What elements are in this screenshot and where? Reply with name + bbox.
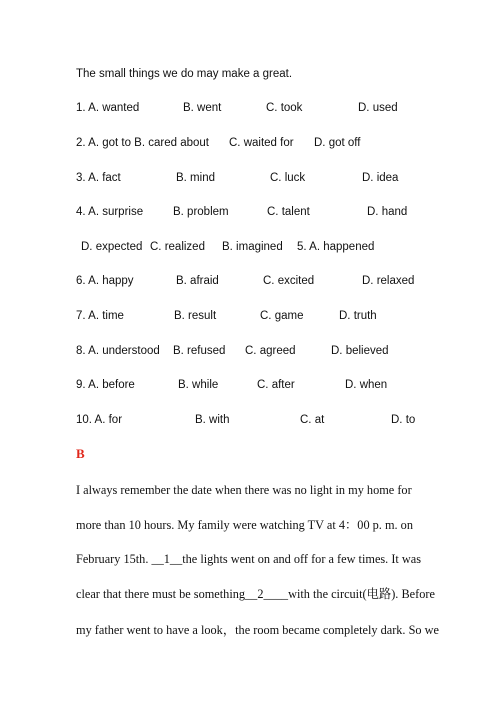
- question-row-7: [0, 306, 500, 326]
- intro-sentence: [0, 64, 500, 84]
- passage-line: clear that there must be something__2____with the circuit(电路). Before: [76, 587, 435, 601]
- section-b-heading: B: [76, 446, 85, 461]
- option-text: D. got off: [314, 137, 361, 149]
- option-text: D. to: [391, 414, 416, 426]
- passage-line: February 15th. __1__the lights went on and off for a few times. It was: [76, 552, 422, 566]
- passage-line: I always remember the date when there was no light in my home for: [76, 483, 412, 497]
- passage-line: my father went to have a look，the room became completely dark. So we: [76, 623, 439, 637]
- option-text: D. used: [358, 102, 398, 114]
- option-text: C. took: [266, 102, 303, 114]
- question-row-10: [0, 410, 500, 430]
- option-text: B. problem: [173, 206, 229, 218]
- option-text: B. imagined: [222, 241, 283, 253]
- option-text: 2. A. got to B. cared about: [76, 137, 209, 149]
- question-row-3: [0, 168, 500, 188]
- option-text: 8. A. understood: [76, 345, 160, 357]
- option-text: B. afraid: [176, 275, 219, 287]
- option-text: D. expected: [81, 241, 143, 253]
- option-text: 7. A. time: [76, 310, 124, 322]
- option-text: B. went: [183, 102, 222, 114]
- option-text: C. talent: [267, 206, 310, 218]
- option-text: C. at: [300, 414, 325, 426]
- option-text: 1. A. wanted: [76, 102, 140, 114]
- option-text: D. hand: [367, 206, 408, 218]
- question-row-5: [0, 237, 500, 257]
- option-text: D. idea: [362, 172, 399, 184]
- option-text: 5. A. happened: [297, 241, 375, 253]
- option-text: C. realized: [150, 241, 205, 253]
- option-text: 4. A. surprise: [76, 206, 144, 218]
- passage-line: more than 10 hours. My family were watching TV at 4：00 p. m. on: [76, 518, 413, 532]
- option-text: D. relaxed: [362, 275, 415, 287]
- question-row-8: [0, 341, 500, 361]
- option-text: B. mind: [176, 172, 215, 184]
- option-text: B. while: [178, 379, 219, 391]
- question-row-1: [0, 98, 500, 118]
- option-text: D. truth: [339, 310, 377, 322]
- option-text: 3. A. fact: [76, 172, 121, 184]
- option-text: C. luck: [270, 172, 306, 184]
- option-text: C. waited for: [229, 137, 294, 149]
- option-text: B. with: [195, 414, 230, 426]
- option-text: 10. A. for: [76, 414, 123, 426]
- option-text: 6. A. happy: [76, 275, 134, 287]
- option-text: B. result: [174, 310, 217, 322]
- question-row-4: [0, 202, 500, 222]
- question-row-6: [0, 271, 500, 291]
- option-text: D. believed: [331, 345, 389, 357]
- question-row-9: [0, 375, 500, 395]
- option-text: D. when: [345, 379, 388, 391]
- option-text: C. game: [260, 310, 304, 322]
- option-text: C. agreed: [245, 345, 296, 357]
- question-row-2: [0, 133, 500, 153]
- option-text: C. excited: [263, 275, 315, 287]
- option-text: B. refused: [173, 345, 226, 357]
- option-text: 9. A. before: [76, 379, 135, 391]
- option-text: C. after: [257, 379, 295, 391]
- intro-text: The small things we do may make a great.: [76, 68, 293, 80]
